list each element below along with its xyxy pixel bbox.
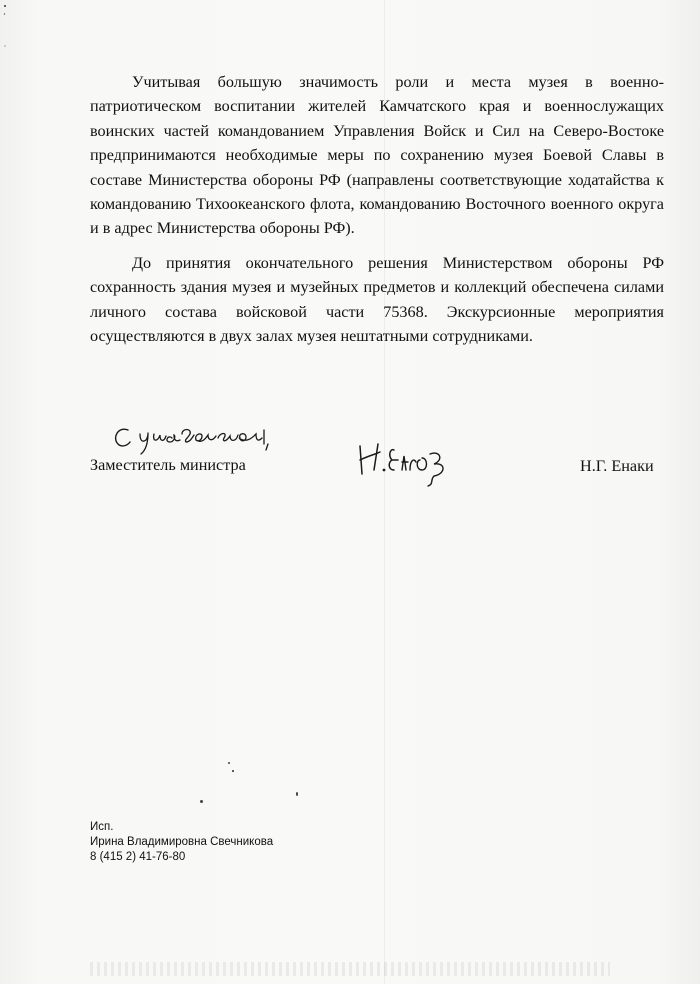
handwritten-greeting — [108, 420, 288, 460]
signer-name: Н.Г. Енаки — [580, 457, 654, 475]
signer-position: Заместитель министра — [90, 456, 246, 474]
executor-label: Исп. — [90, 821, 114, 833]
executor-block — [90, 820, 273, 865]
bleed-through-text — [90, 962, 610, 976]
executor-name: Ирина Владимировна Свечникова — [90, 836, 274, 848]
scan-edge-marks — [2, 0, 10, 60]
paragraph-building-safety: До принятия окончательного решения Министерством обороны РФ сохранность здания музея и музейных предметов и коллекций обеспечена силами личного состава войсковой части 75368. Экскурсионные мероприятия осуществляются в двух залах музея нештатными сотрудниками. — [90, 253, 664, 346]
paragraph-museum-preservation: Учитывая большую значимость роли и места музея в военно-патриотическом воспитании жителей Камчатского края и военнослужащих воинских частей командованием Управления Войск и Сил на Северо-Востоке предпринимаются необходимые меры по сохранению музея Боевой Славы в составе Министерства обороны РФ (направлены соответствующие ходатайства к командованию Тихоокеанского флота, командованию Восточного военного округа и в адрес Министерства обороны РФ). — [90, 73, 664, 238]
letter-body — [90, 70, 664, 358]
signature — [350, 440, 460, 490]
executor-phone: 8 (415 2) 41-76-80 — [90, 851, 186, 863]
